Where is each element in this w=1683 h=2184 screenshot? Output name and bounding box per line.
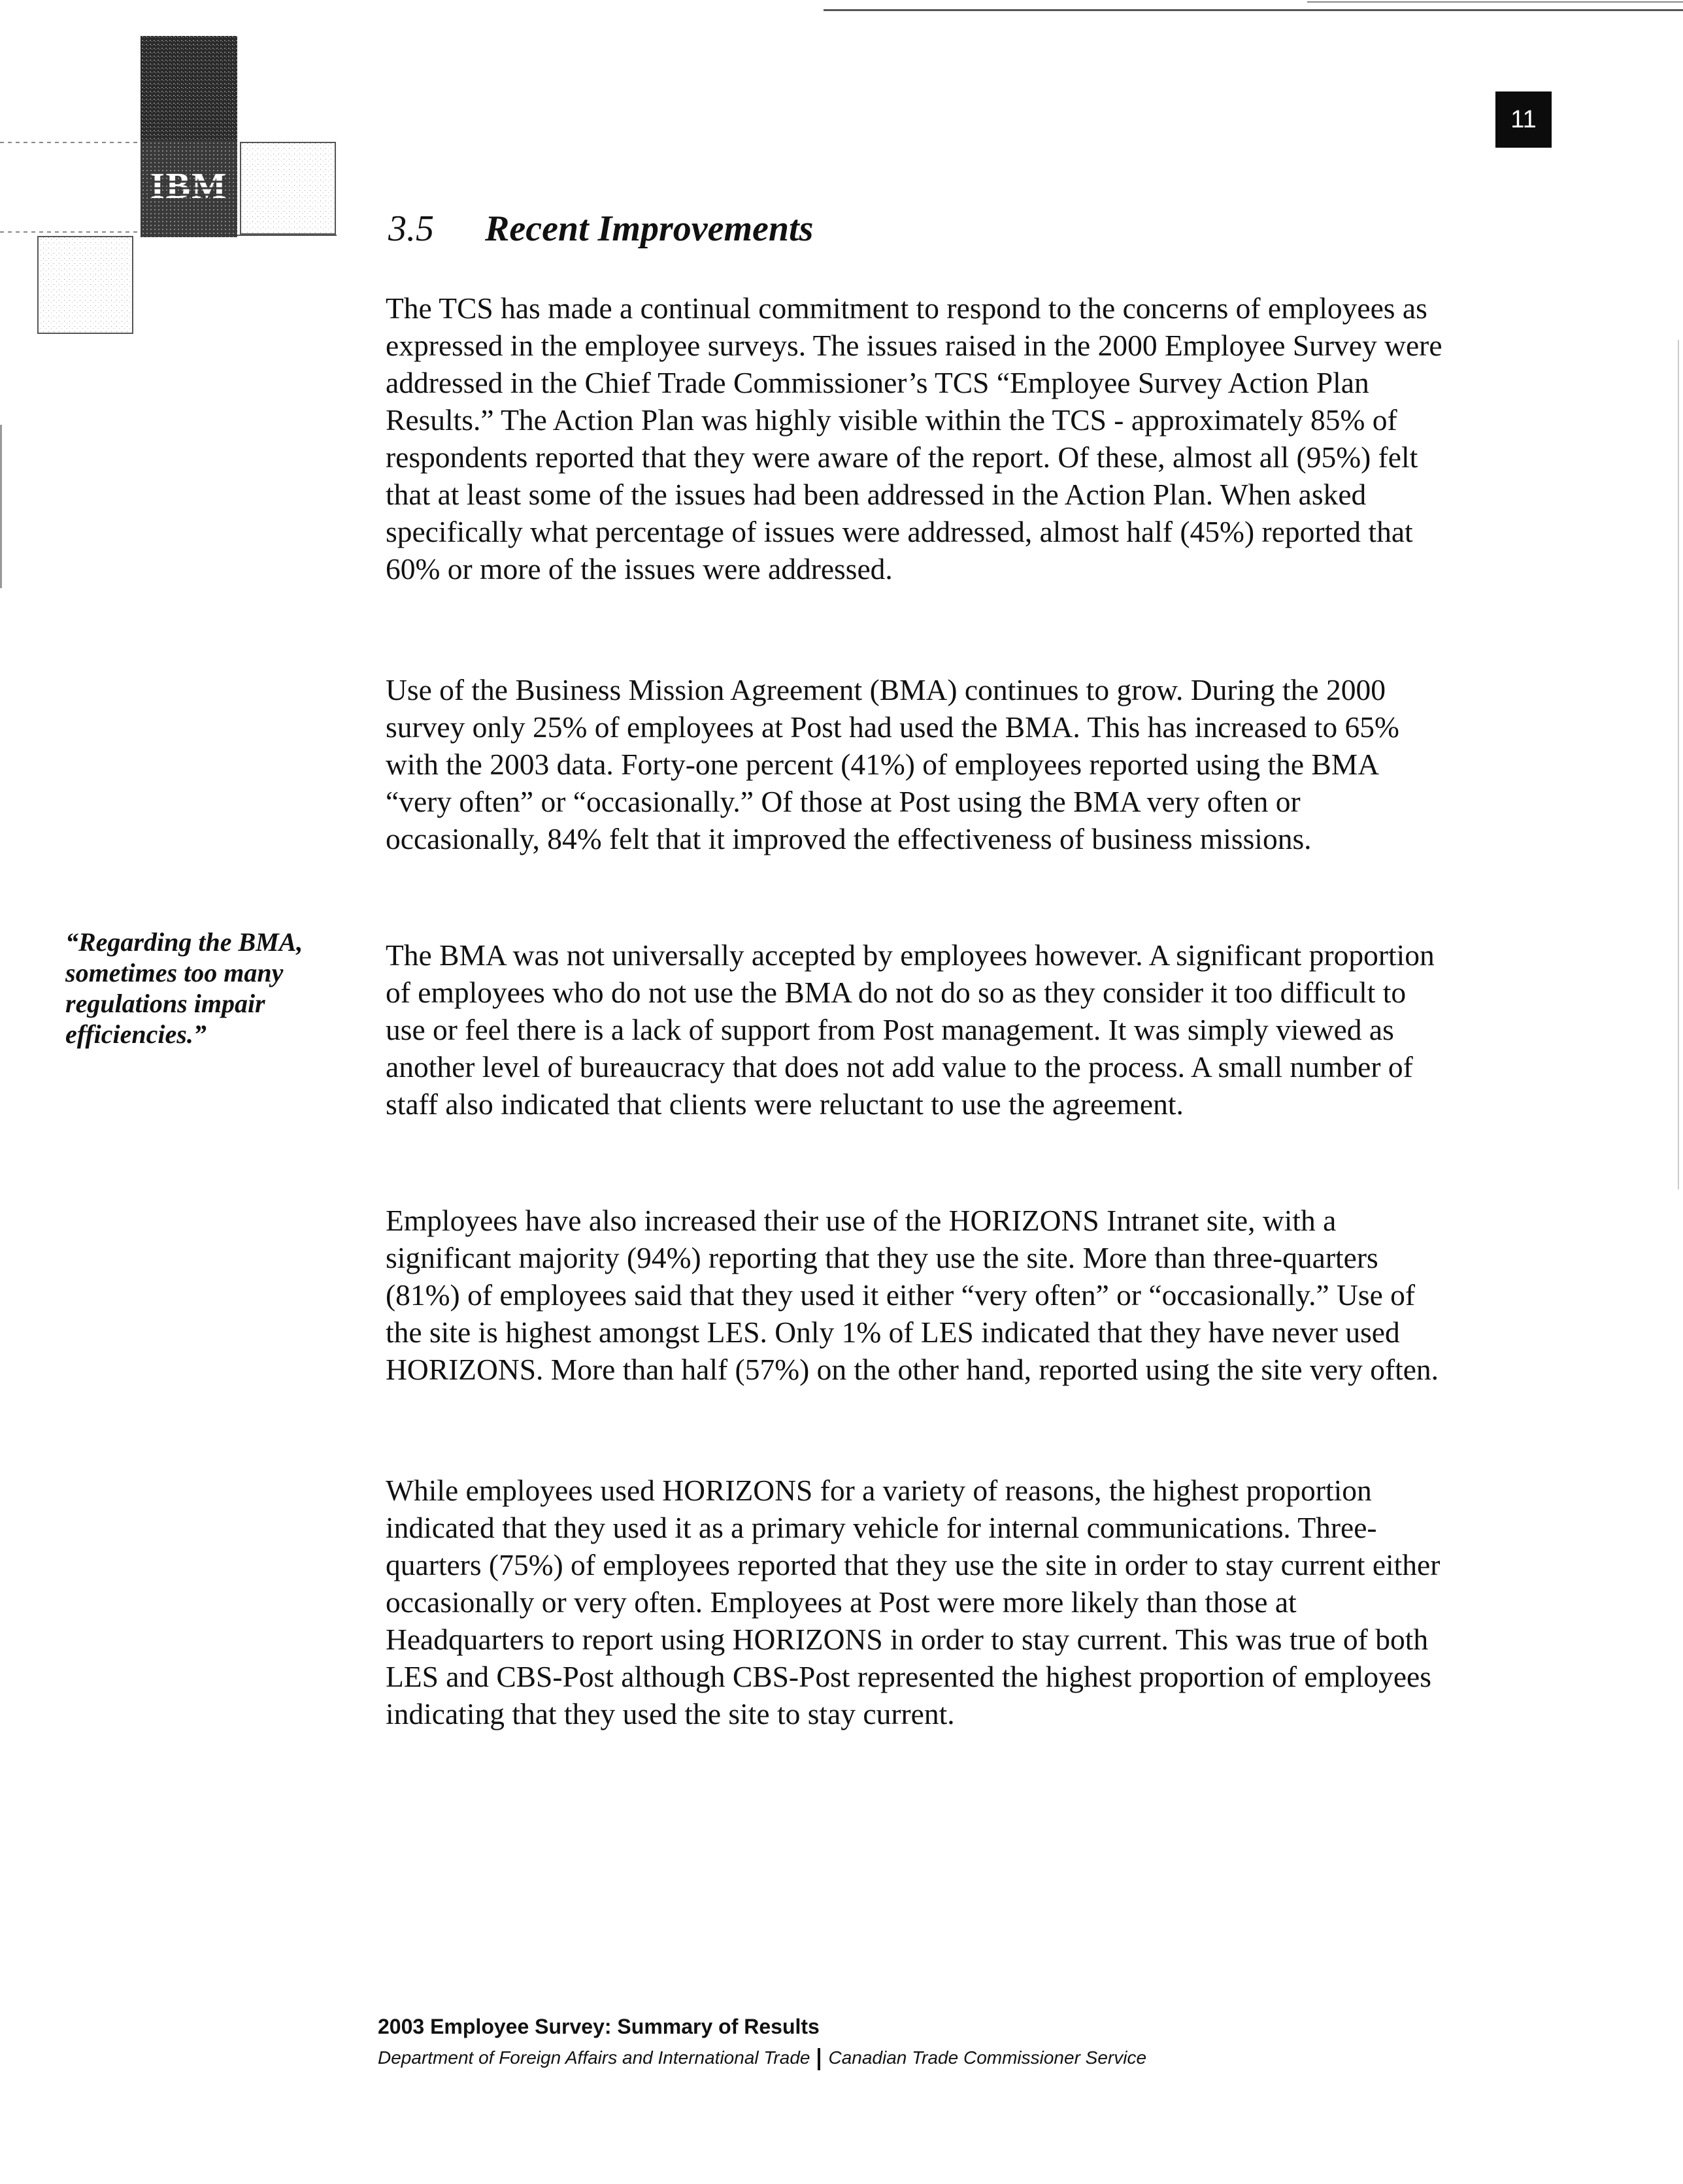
ibm-logo-block	[0, 0, 366, 353]
footer-separator	[818, 2048, 820, 2070]
footer-department: Department of Foreign Affairs and International Trade	[378, 2047, 810, 2068]
paragraph	[386, 936, 1444, 1123]
paragraph-text: The TCS has made a continual commitment to respond to the concerns of employees as expressed in the employee surveys. The issues raised in the 2000 Employee Survey were addressed in the Chief Trade Commissioner’s TCS “Employee Survey Action Plan Results.” The Action Plan was highly visible within the TCS - approximately 85% of respondents reported that they were aware of the report. Of these, almost all (95%) felt that at least some of the issues had been addressed in the Action Plan. When asked specifically what percentage of issues were addressed, almost half (45%) reported that 60% or more of the issues were addressed.	[386, 291, 1442, 586]
section-title: Recent Improvements	[485, 208, 814, 249]
top-rule-thin	[1307, 1, 1683, 3]
scan-edge-right	[1678, 340, 1679, 1189]
section-number: 3.5	[388, 208, 434, 249]
paragraph-text: While employees used HORIZONS for a variety of reasons, the highest proportion indicated that they used it as a primary vehicle for internal communications. Three-quarters (75%) of employees reported that they use the site in order to stay current either occasionally or very often. Employees at Post were more likely than those at Headquarters to report using HORIZONS in order to stay current. This was true of both LES and CBS-Post although CBS-Post represented the highest proportion of employees indicating that they used the site to stay current.	[386, 1474, 1441, 1730]
top-rule	[824, 9, 1683, 11]
sidebar-pull-quote: “Regarding the BMA, sometimes too many regulations impair efficiencies.”	[65, 927, 303, 1049]
paragraph	[386, 290, 1444, 587]
paragraph-text: The BMA was not universally accepted by employees however. A significant proportion of employees who do not use the BMA do not do so as they consider it too difficult to use or feel there is a lack of support from Post management. It was simply viewed as another level of bureaucracy that does not add value to the process. A small number of staff also indicated that clients were reluctant to use the agreement.	[386, 938, 1435, 1121]
footer-title: 2003 Employee Survey: Summary of Results	[378, 2015, 820, 2038]
section-heading	[388, 208, 813, 250]
paragraph	[386, 1202, 1444, 1388]
scan-edge-left	[0, 425, 2, 588]
paragraph-text: Employees have also increased their use of the HORIZONS Intranet site, with a significant majority (94%) reporting that they use the site. More than three-quarters (81%) of employees said that they used it either “very often” or “occasionally.” Use of the site is highest amongst LES. Only 1% of LES indicated that they have never used HORIZONS. More than half (57%) on the other hand, reported using the site very often.	[386, 1204, 1439, 1386]
logo-square-top	[141, 36, 237, 141]
page-number-badge: 11	[1495, 91, 1552, 148]
paragraph-text: Use of the Business Mission Agreement (BMA) continues to grow. During the 2000 survey only 25% of employees at Post had used the BMA. This has increased to 65% with the 2003 data. Forty-one percent (41%) of employees reported using the BMA “very often” or “occasionally.” Of those at Post using the BMA very often or occasionally, 84% felt that it improved the effectiveness of business missions.	[386, 673, 1399, 855]
logo-square-left	[38, 237, 133, 333]
footer-service: Canadian Trade Commissioner Service	[828, 2047, 1147, 2068]
logo-square-right	[241, 142, 335, 234]
paragraph	[386, 1472, 1444, 1732]
footer-department-line	[378, 2047, 1146, 2070]
ibm-logo-text: IBM	[150, 166, 227, 207]
paragraph	[386, 671, 1444, 857]
